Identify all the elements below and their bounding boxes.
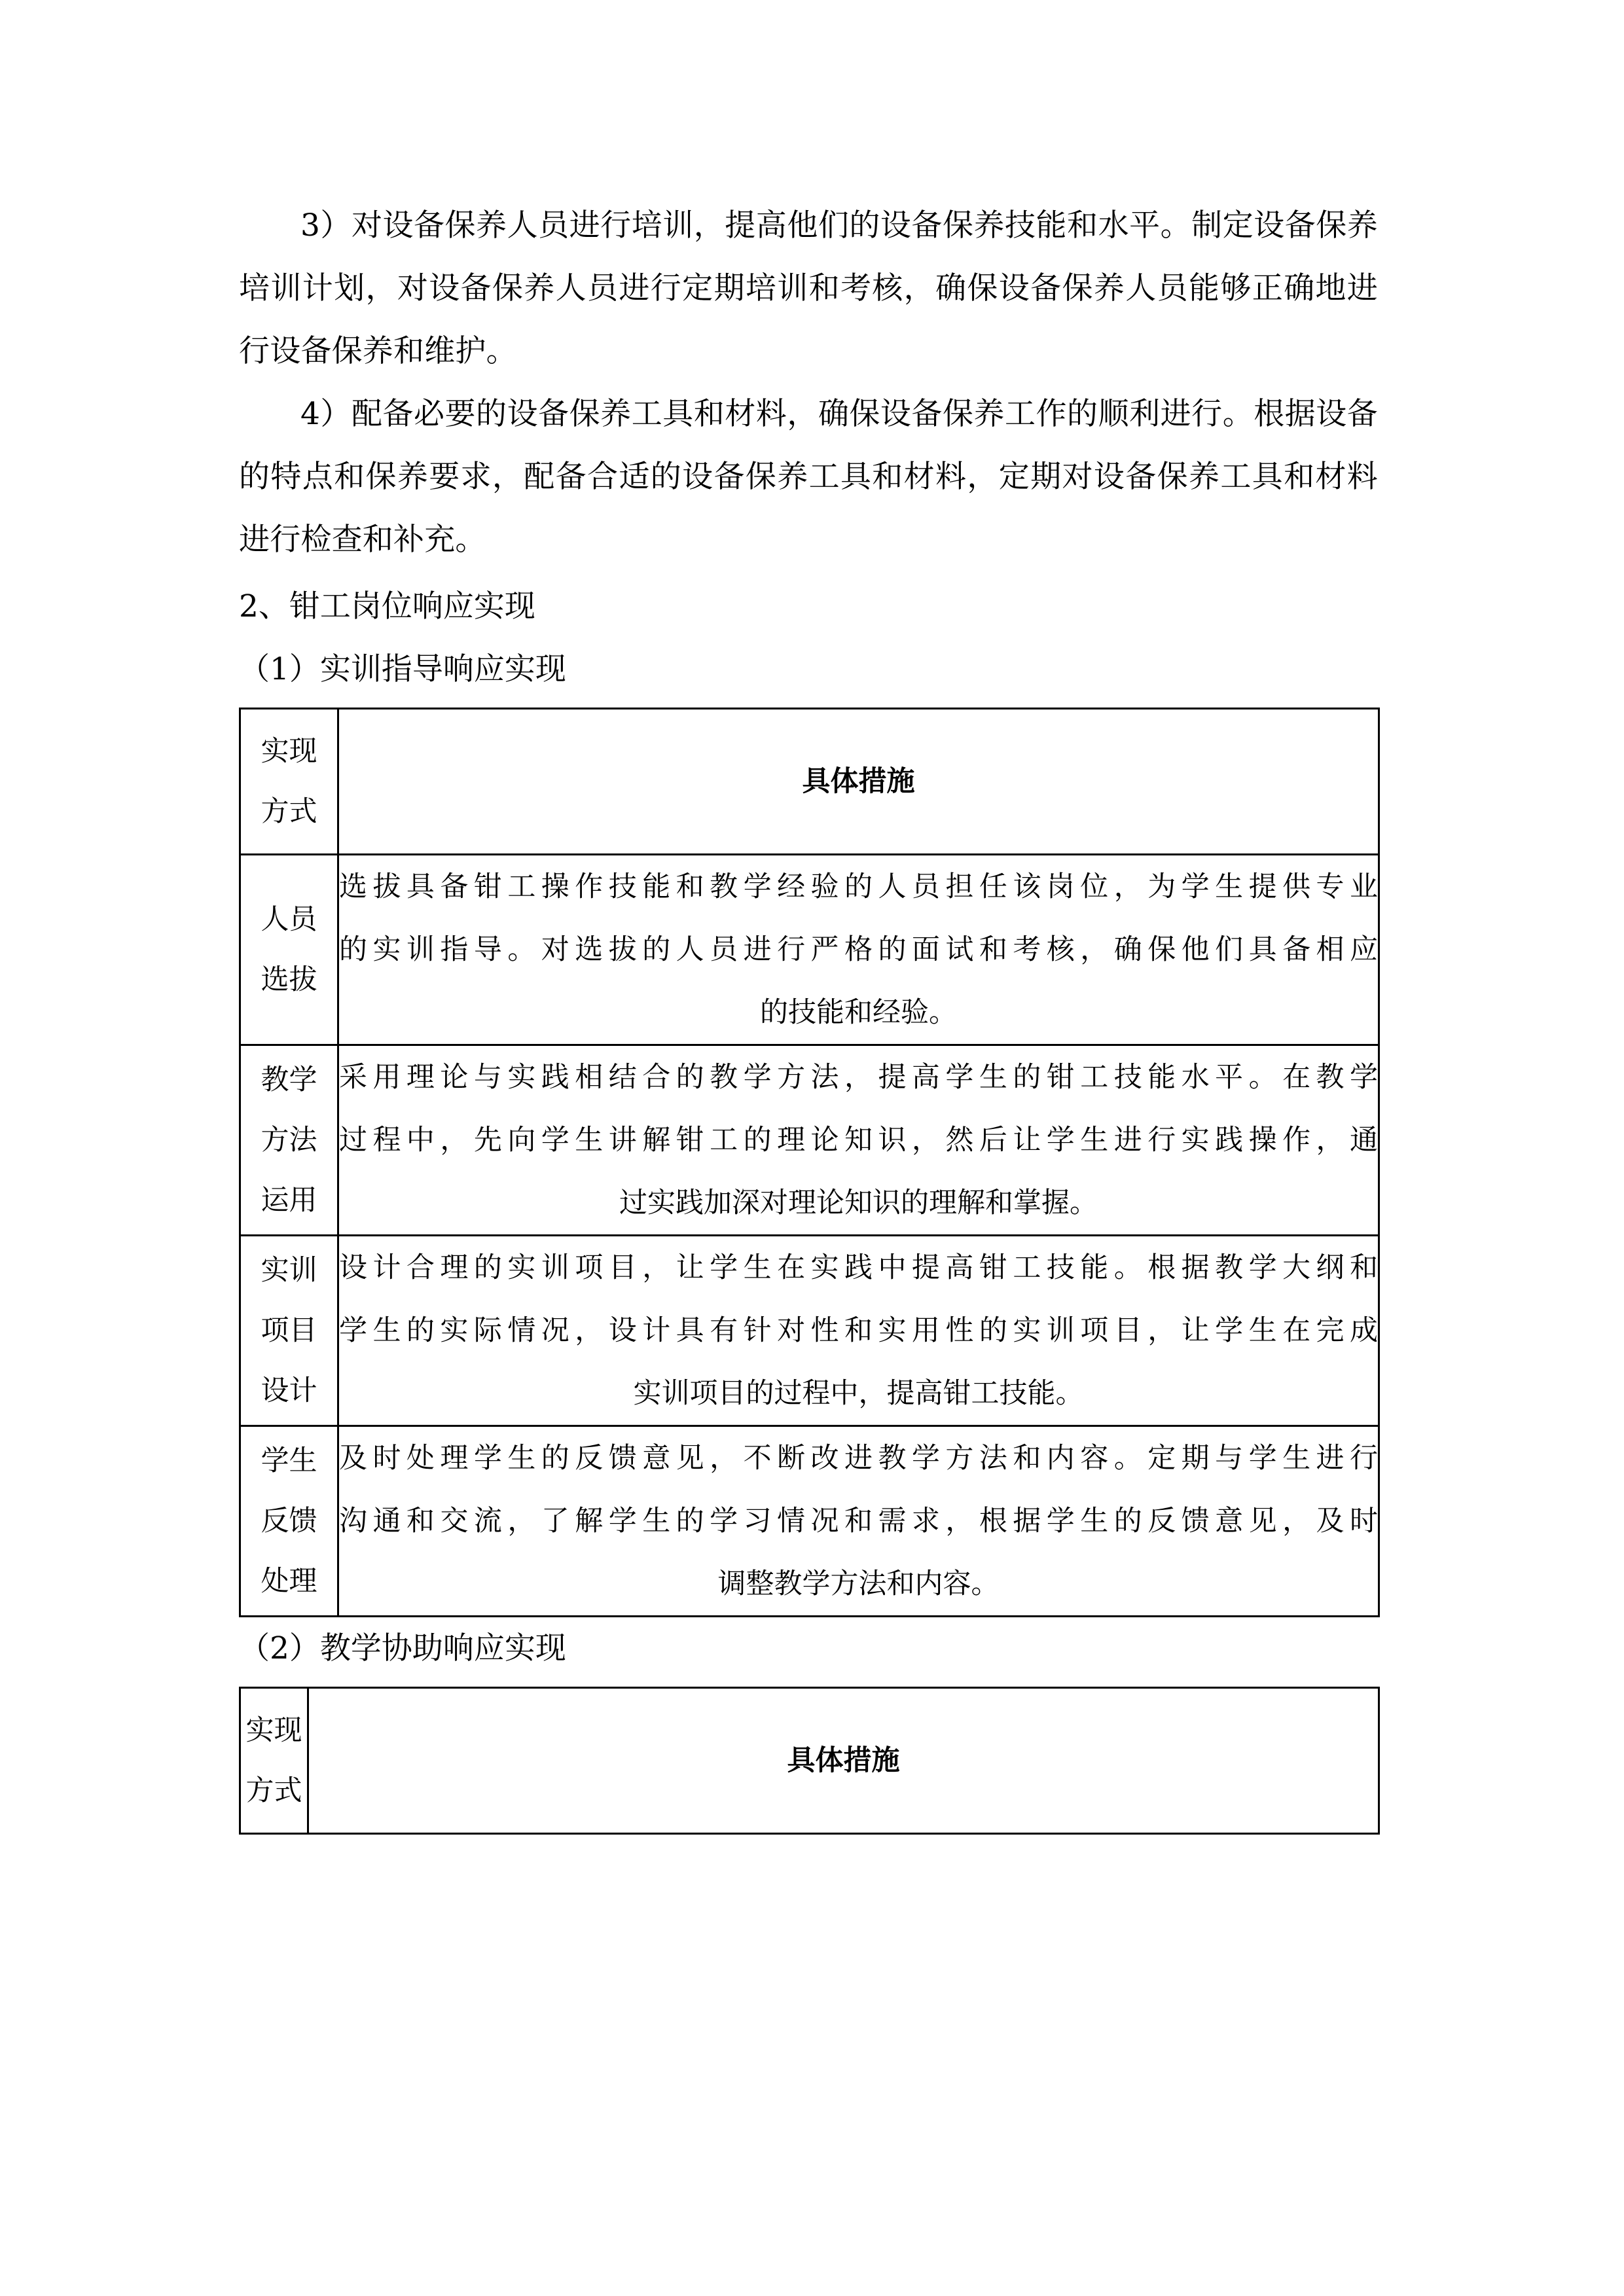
measure-line: 采用理论与实践相结合的教学方法，提高学生的钳工技能水平。在教学 bbox=[339, 1061, 1378, 1094]
measure-line: 学生的实际情况，设计具有针对性和实用性的实训项目，让学生在完成 bbox=[339, 1314, 1378, 1347]
row-measure-project-design bbox=[338, 1236, 1379, 1426]
row-label-line: 处理 bbox=[261, 1565, 317, 1598]
table-header-row bbox=[240, 709, 1379, 855]
measure-line: 沟通和交流，了解学生的学习情况和需求，根据学生的反馈意见，及时 bbox=[339, 1505, 1378, 1537]
heading-subsection-1: （1）实训指导响应实现 bbox=[239, 651, 566, 687]
row-measure-personnel-selection bbox=[338, 855, 1379, 1045]
row-label-line: 设计 bbox=[261, 1374, 317, 1407]
row-label-line: 反馈 bbox=[261, 1505, 317, 1537]
header-method-line-2: 方式 bbox=[245, 1774, 302, 1807]
paragraph-item-3: 3）对设备保养人员进行培训，提高他们的设备保养技能和水平。制定设备保养培训计划，对设备保养人员进行定期培训和考核，确保设备保养人员能够正确地进行设备保养和维护。 bbox=[239, 207, 1378, 369]
table-row bbox=[240, 1426, 1379, 1617]
row-label-line: 选拔 bbox=[261, 963, 317, 996]
header-measures-text: 具体措施 bbox=[787, 1744, 900, 1777]
header-cell-method bbox=[240, 1688, 308, 1834]
table-training-guidance bbox=[239, 708, 1380, 1617]
row-label-project-design bbox=[240, 1236, 338, 1426]
heading-section-2: 2、钳工岗位响应实现 bbox=[239, 588, 535, 624]
measure-line: 的实训指导。对选拔的人员进行严格的面试和考核，确保他们具备相应 bbox=[339, 933, 1378, 966]
row-label-line: 运用 bbox=[261, 1184, 317, 1217]
measure-line: 过实践加深对理论知识的理解和掌握。 bbox=[619, 1187, 1098, 1219]
table-row bbox=[240, 1045, 1379, 1236]
row-label-line: 教学 bbox=[261, 1064, 317, 1096]
measure-line: 过程中，先向学生讲解钳工的理论知识，然后让学生进行实践操作，通 bbox=[339, 1124, 1378, 1157]
row-measure-student-feedback bbox=[338, 1426, 1379, 1617]
table-row bbox=[240, 855, 1379, 1045]
table-teaching-assistance bbox=[239, 1687, 1380, 1835]
row-label-line: 项目 bbox=[261, 1314, 317, 1347]
header-method-line-1: 实现 bbox=[261, 735, 317, 768]
header-cell-method bbox=[240, 709, 338, 855]
header-method-line-2: 方式 bbox=[261, 795, 317, 828]
measure-line: 调整教学方法和内容。 bbox=[717, 1568, 1000, 1600]
row-label-teaching-method bbox=[240, 1045, 338, 1236]
measure-line: 选拔具备钳工操作技能和教学经验的人员担任该岗位，为学生提供专业 bbox=[339, 870, 1378, 903]
row-label-line: 学生 bbox=[261, 1444, 317, 1477]
paragraph-item-4: 4）配备必要的设备保养工具和材料，确保设备保养工作的顺利进行。根据设备的特点和保养要求，配备合适的设备保养工具和材料，定期对设备保养工具和材料进行检查和补充。 bbox=[239, 396, 1378, 558]
row-label-student-feedback bbox=[240, 1426, 338, 1617]
header-measures-text: 具体措施 bbox=[802, 765, 915, 798]
header-cell-measures bbox=[338, 709, 1379, 855]
row-measure-teaching-method bbox=[338, 1045, 1379, 1236]
measure-line: 设计合理的实训项目，让学生在实践中提高钳工技能。根据教学大纲和 bbox=[339, 1251, 1378, 1284]
measure-line: 实训项目的过程中，提高钳工技能。 bbox=[633, 1377, 1084, 1410]
row-label-personnel-selection bbox=[240, 855, 338, 1045]
measure-line: 及时处理学生的反馈意见，不断改进教学方法和内容。定期与学生进行 bbox=[339, 1442, 1378, 1475]
header-cell-measures bbox=[308, 1688, 1379, 1834]
row-label-line: 方法 bbox=[261, 1124, 317, 1157]
page-content bbox=[239, 0, 1378, 1835]
table-header-row bbox=[240, 1688, 1379, 1834]
heading-subsection-2: （2）教学协助响应实现 bbox=[239, 1630, 566, 1666]
row-label-line: 实训 bbox=[261, 1254, 317, 1287]
header-method-line-1: 实现 bbox=[245, 1714, 302, 1747]
row-label-line: 人员 bbox=[261, 903, 317, 936]
table-row bbox=[240, 1236, 1379, 1426]
measure-line: 的技能和经验。 bbox=[760, 996, 957, 1029]
